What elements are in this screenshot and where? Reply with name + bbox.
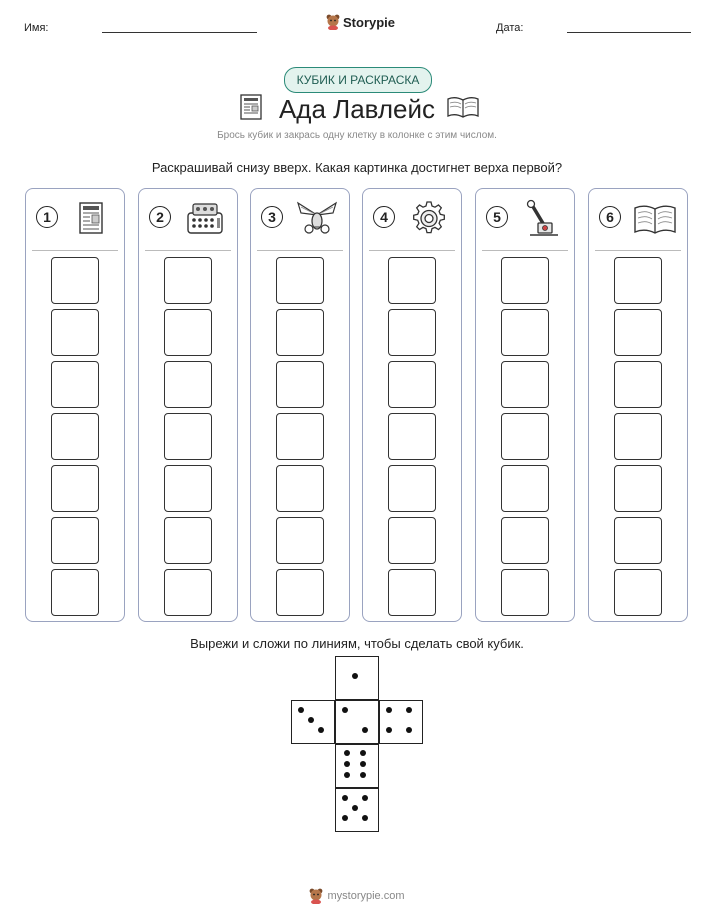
footer — [0, 888, 714, 904]
color-cell[interactable] — [51, 569, 99, 616]
color-cell[interactable] — [276, 465, 324, 512]
column-number: 2 — [149, 206, 171, 228]
name-line[interactable] — [102, 32, 257, 33]
column-2 — [138, 188, 238, 622]
pip — [406, 707, 412, 713]
color-cell[interactable] — [164, 361, 212, 408]
pip — [318, 727, 324, 733]
bear-logo-icon — [309, 888, 323, 904]
lever-icon — [520, 199, 564, 239]
open-book-icon — [446, 95, 480, 119]
pip — [308, 717, 314, 723]
color-cell[interactable] — [501, 361, 549, 408]
flying-machine-icon — [295, 199, 339, 239]
color-cell[interactable] — [164, 569, 212, 616]
column-3 — [250, 188, 350, 622]
color-cell[interactable] — [614, 361, 662, 408]
brand-name: Storypie — [343, 14, 396, 30]
color-cell[interactable] — [614, 569, 662, 616]
color-cell[interactable] — [164, 413, 212, 460]
color-cell[interactable] — [276, 309, 324, 356]
footer-url[interactable]: mystorypie.com — [327, 890, 405, 902]
pip — [342, 707, 348, 713]
cube-instruction: Вырежи и сложи по линиям, чтобы сделать свой кубик. — [190, 636, 524, 651]
color-cell[interactable] — [276, 257, 324, 304]
color-cell[interactable] — [501, 309, 549, 356]
die-face-4 — [379, 700, 423, 744]
color-cell[interactable] — [276, 569, 324, 616]
pip — [344, 750, 350, 756]
color-cell[interactable] — [51, 465, 99, 512]
pip — [360, 761, 366, 767]
date-line[interactable] — [567, 32, 691, 33]
column-number: 1 — [36, 206, 58, 228]
pip — [362, 815, 368, 821]
color-cell[interactable] — [614, 517, 662, 564]
die-face-3 — [291, 700, 335, 744]
pip — [344, 761, 350, 767]
column-6 — [588, 188, 688, 622]
brand-logo — [326, 14, 395, 30]
pip — [406, 727, 412, 733]
color-cell[interactable] — [388, 465, 436, 512]
pip — [298, 707, 304, 713]
pip — [386, 727, 392, 733]
column-number: 5 — [486, 206, 508, 228]
color-cell[interactable] — [51, 257, 99, 304]
color-cell[interactable] — [388, 309, 436, 356]
date-label: Дата: — [496, 22, 524, 34]
pip — [386, 707, 392, 713]
bear-logo-icon — [326, 14, 340, 30]
color-cell[interactable] — [388, 361, 436, 408]
category-badge: КУБИК И РАСКРАСКА — [284, 67, 432, 93]
color-cell[interactable] — [501, 413, 549, 460]
die-face-5 — [335, 788, 379, 832]
die-face-6 — [335, 744, 379, 788]
die-face-1 — [335, 656, 379, 700]
color-cell[interactable] — [388, 569, 436, 616]
pip — [344, 772, 350, 778]
color-cell[interactable] — [51, 413, 99, 460]
calculating-machine-icon — [183, 199, 227, 239]
color-cell[interactable] — [164, 257, 212, 304]
pip — [360, 772, 366, 778]
column-5 — [475, 188, 575, 622]
open-book-icon — [633, 199, 677, 239]
color-cell[interactable] — [164, 309, 212, 356]
color-cell[interactable] — [614, 465, 662, 512]
color-cell[interactable] — [51, 361, 99, 408]
color-cell[interactable] — [501, 569, 549, 616]
color-cell[interactable] — [501, 517, 549, 564]
color-cell[interactable] — [51, 517, 99, 564]
color-cell[interactable] — [276, 413, 324, 460]
column-4 — [362, 188, 462, 622]
color-cell[interactable] — [388, 257, 436, 304]
newspaper-icon — [70, 199, 114, 239]
column-number: 4 — [373, 206, 395, 228]
name-label: Имя: — [24, 22, 49, 34]
color-cell[interactable] — [614, 309, 662, 356]
color-cell[interactable] — [276, 517, 324, 564]
color-cell[interactable] — [501, 465, 549, 512]
color-cell[interactable] — [276, 361, 324, 408]
color-cell[interactable] — [388, 413, 436, 460]
pip — [352, 805, 358, 811]
color-cell[interactable] — [501, 257, 549, 304]
pip — [352, 673, 358, 679]
color-cell[interactable] — [164, 517, 212, 564]
column-1 — [25, 188, 125, 622]
color-cell[interactable] — [614, 257, 662, 304]
color-cell[interactable] — [51, 309, 99, 356]
color-cell[interactable] — [164, 465, 212, 512]
pip — [360, 750, 366, 756]
pip — [342, 795, 348, 801]
die-face-2 — [335, 700, 379, 744]
page-subtitle: Брось кубик и закрась одну клетку в колонке с этим числом. — [217, 130, 497, 141]
page-title: Ада Лавлейс — [278, 94, 436, 124]
gear-icon — [407, 199, 451, 239]
pip — [342, 815, 348, 821]
pip — [362, 727, 368, 733]
column-number: 6 — [599, 206, 621, 228]
column-number: 3 — [261, 206, 283, 228]
color-cell[interactable] — [388, 517, 436, 564]
coloring-instruction: Раскрашивай снизу вверх. Какая картинка достигнет верха первой? — [151, 160, 563, 175]
pip — [362, 795, 368, 801]
color-cell[interactable] — [614, 413, 662, 460]
